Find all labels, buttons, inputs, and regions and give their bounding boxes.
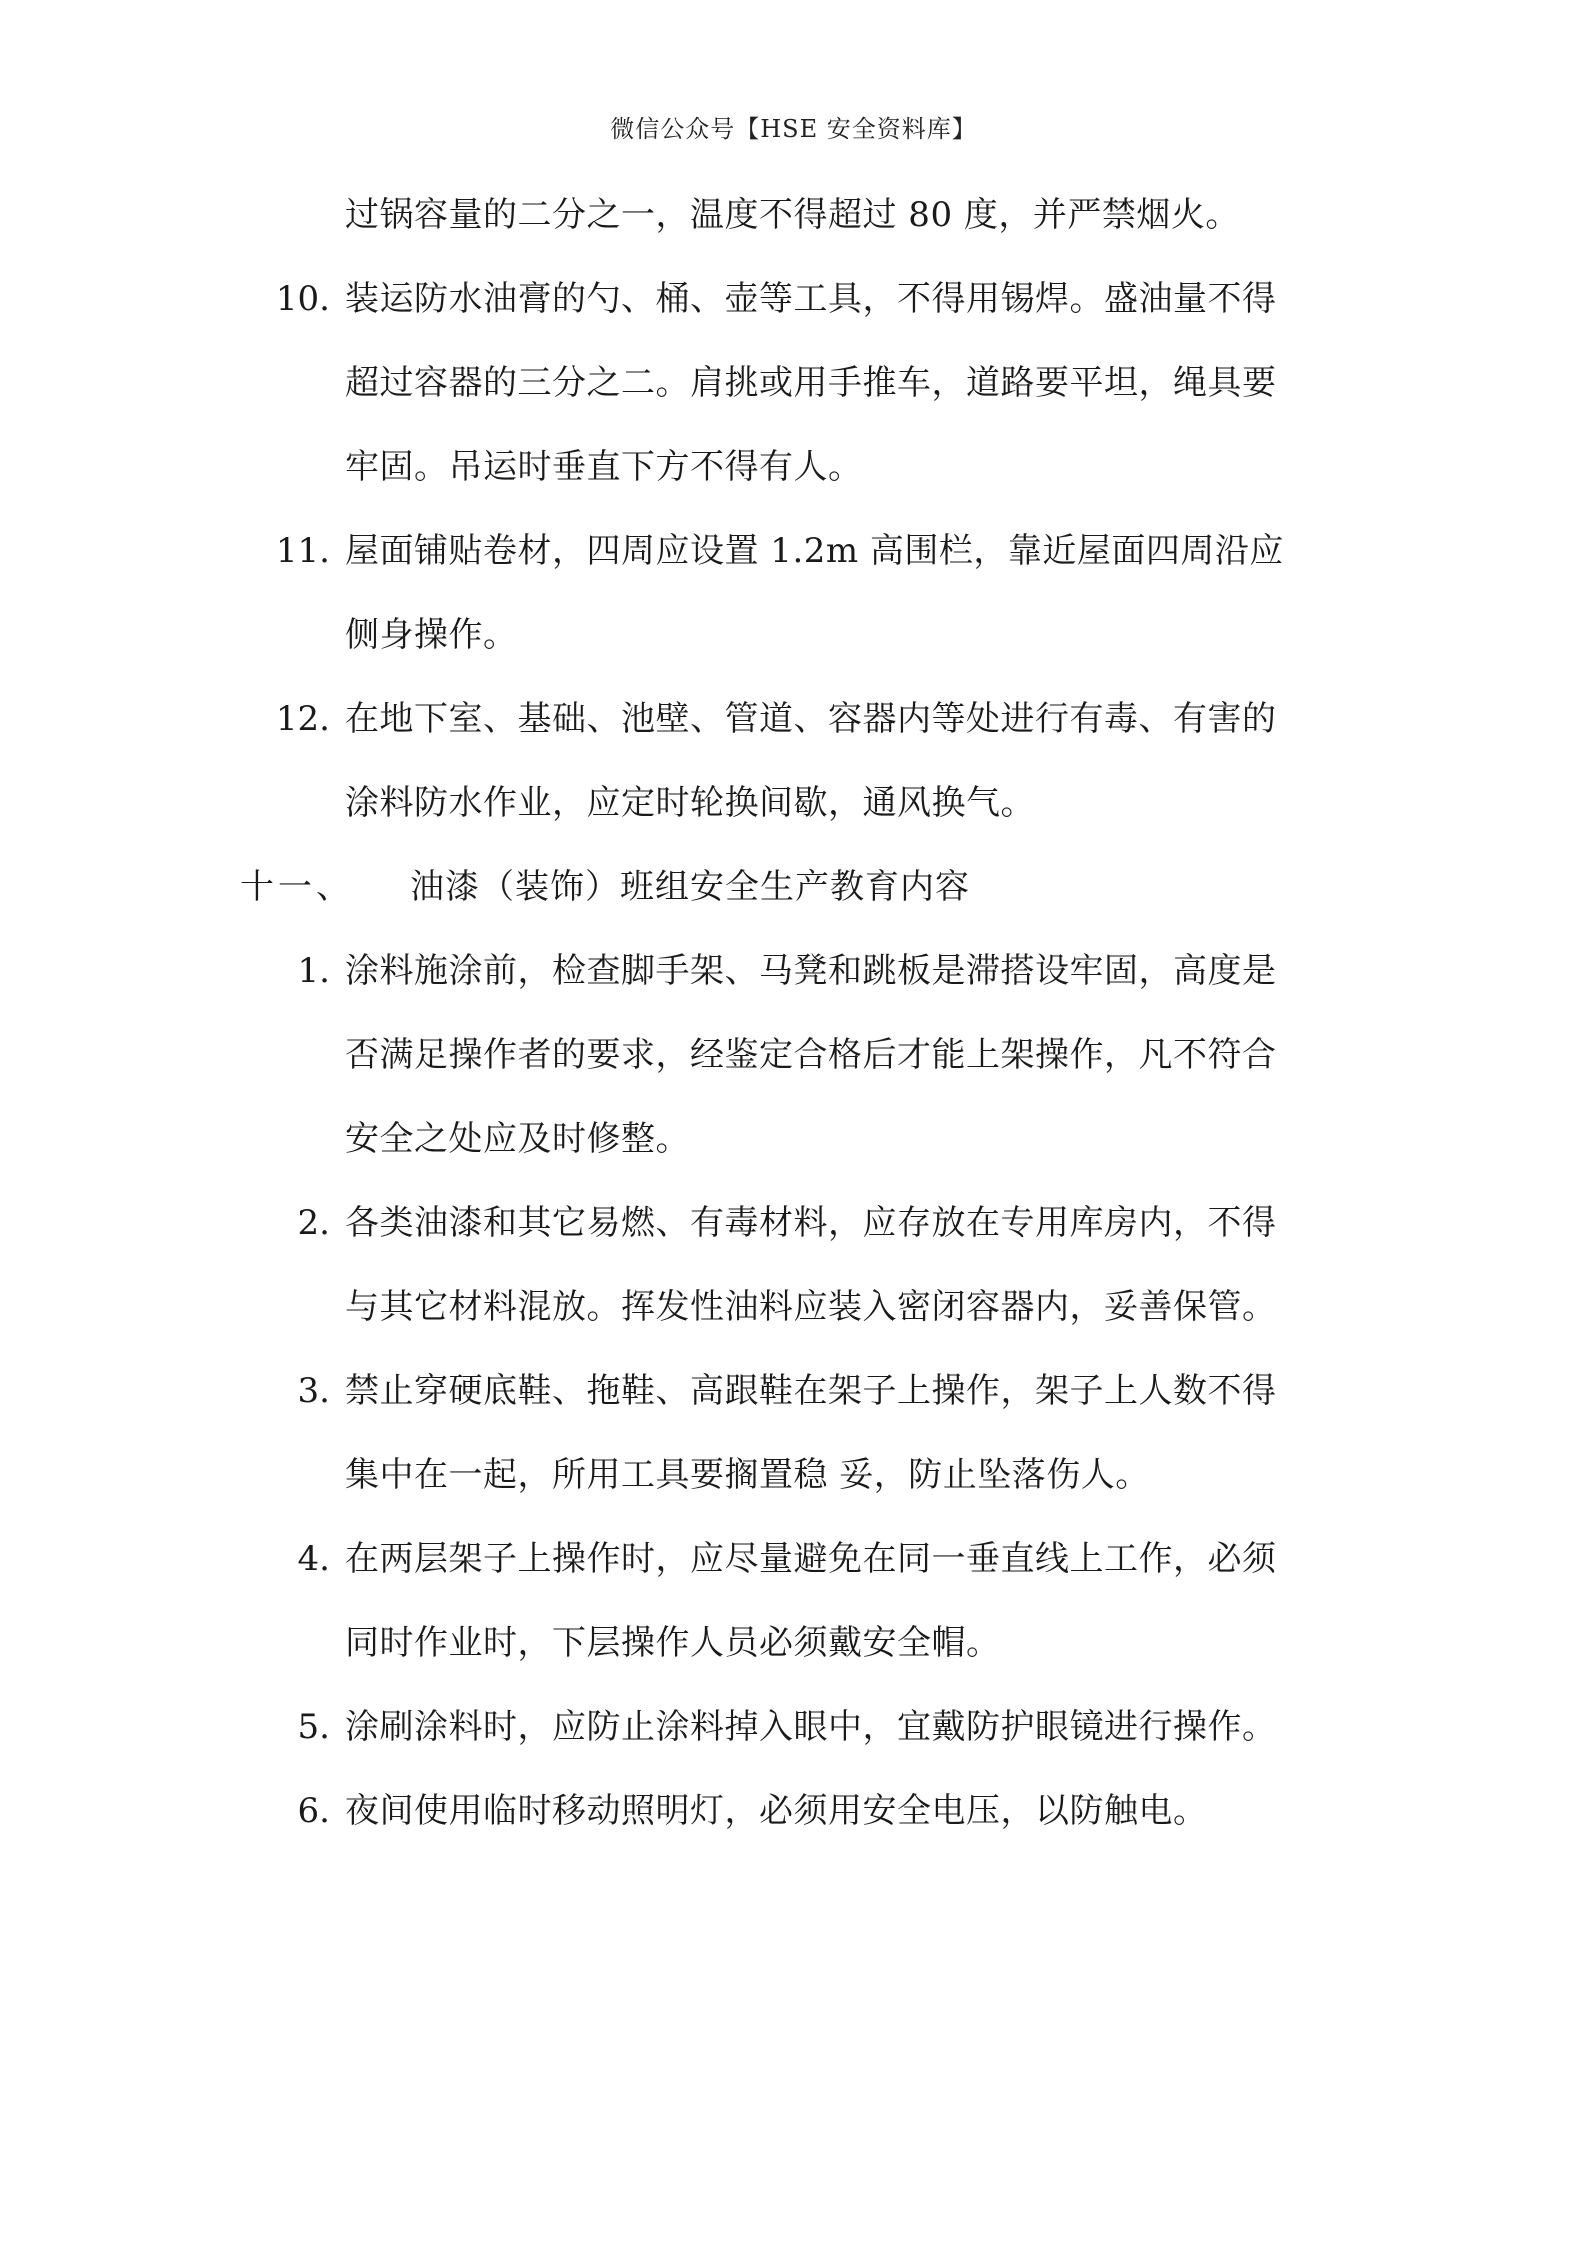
item-text: 过锅容量的二分之一，温度不得超过 80 度，并严禁烟火。 — [345, 195, 1240, 235]
item-number: 1. — [297, 951, 330, 991]
item-text: 安全之处应及时修整。 — [345, 1119, 690, 1159]
item-text: 超过容器的三分之二。肩挑或用手推车，道路要平坦，绳具要 — [345, 363, 1277, 403]
page-header: 微信公众号【HSE 安全资料库】 — [610, 115, 977, 143]
item-text: 否满足操作者的要求，经鉴定合格后才能上架操作，凡不符合 — [345, 1035, 1277, 1075]
item-text: 在两层架子上操作时，应尽量避免在同一垂直线上工作，必须 — [345, 1539, 1277, 1579]
section-title: 油漆（装饰）班组安全生产教育内容 — [410, 867, 970, 907]
item-text: 与其它材料混放。挥发性油料应装入密闭容器内，妥善保管。 — [345, 1287, 1277, 1327]
item-text: 在地下室、基础、池壁、管道、容器内等处进行有毒、有害的 — [345, 699, 1277, 739]
item-text: 装运防水油膏的勺、桶、壶等工具，不得用锡焊。盛油量不得 — [345, 279, 1277, 319]
item-number: 2. — [297, 1203, 330, 1243]
item-text: 同时作业时，下层操作人员必须戴安全帽。 — [345, 1623, 1001, 1663]
item-number: 6. — [297, 1791, 330, 1831]
item-number: 11. — [275, 531, 330, 571]
item-number: 12. — [275, 699, 330, 739]
item-number: 3. — [297, 1371, 330, 1411]
item-text: 牢固。吊运时垂直下方不得有人。 — [345, 447, 863, 487]
item-text: 涂料防水作业，应定时轮换间歇，通风换气。 — [345, 783, 1035, 823]
section-number: 十一、 — [240, 867, 354, 907]
item-text: 涂料施涂前，检查脚手架、马凳和跳板是滞搭设牢固，高度是 — [345, 951, 1277, 991]
item-number: 10. — [275, 279, 330, 319]
item-text: 夜间使用临时移动照明灯，必须用安全电压，以防触电。 — [345, 1791, 1208, 1831]
item-text: 屋面铺贴卷材，四周应设置 1.2m 高围栏，靠近屋面四周沿应 — [345, 531, 1284, 571]
item-text: 侧身操作。 — [345, 615, 518, 655]
item-text: 集中在一起，所用工具要搁置稳 妥，防止坠落伤人。 — [345, 1455, 1150, 1495]
item-text: 禁止穿硬底鞋、拖鞋、高跟鞋在架子上操作，架子上人数不得 — [345, 1371, 1277, 1411]
item-number: 4. — [297, 1539, 330, 1579]
item-text: 各类油漆和其它易燃、有毒材料，应存放在专用库房内，不得 — [345, 1203, 1277, 1243]
item-number: 5. — [297, 1707, 330, 1747]
item-text: 涂刷涂料时，应防止涂料掉入眼中，宜戴防护眼镜进行操作。 — [345, 1707, 1277, 1747]
